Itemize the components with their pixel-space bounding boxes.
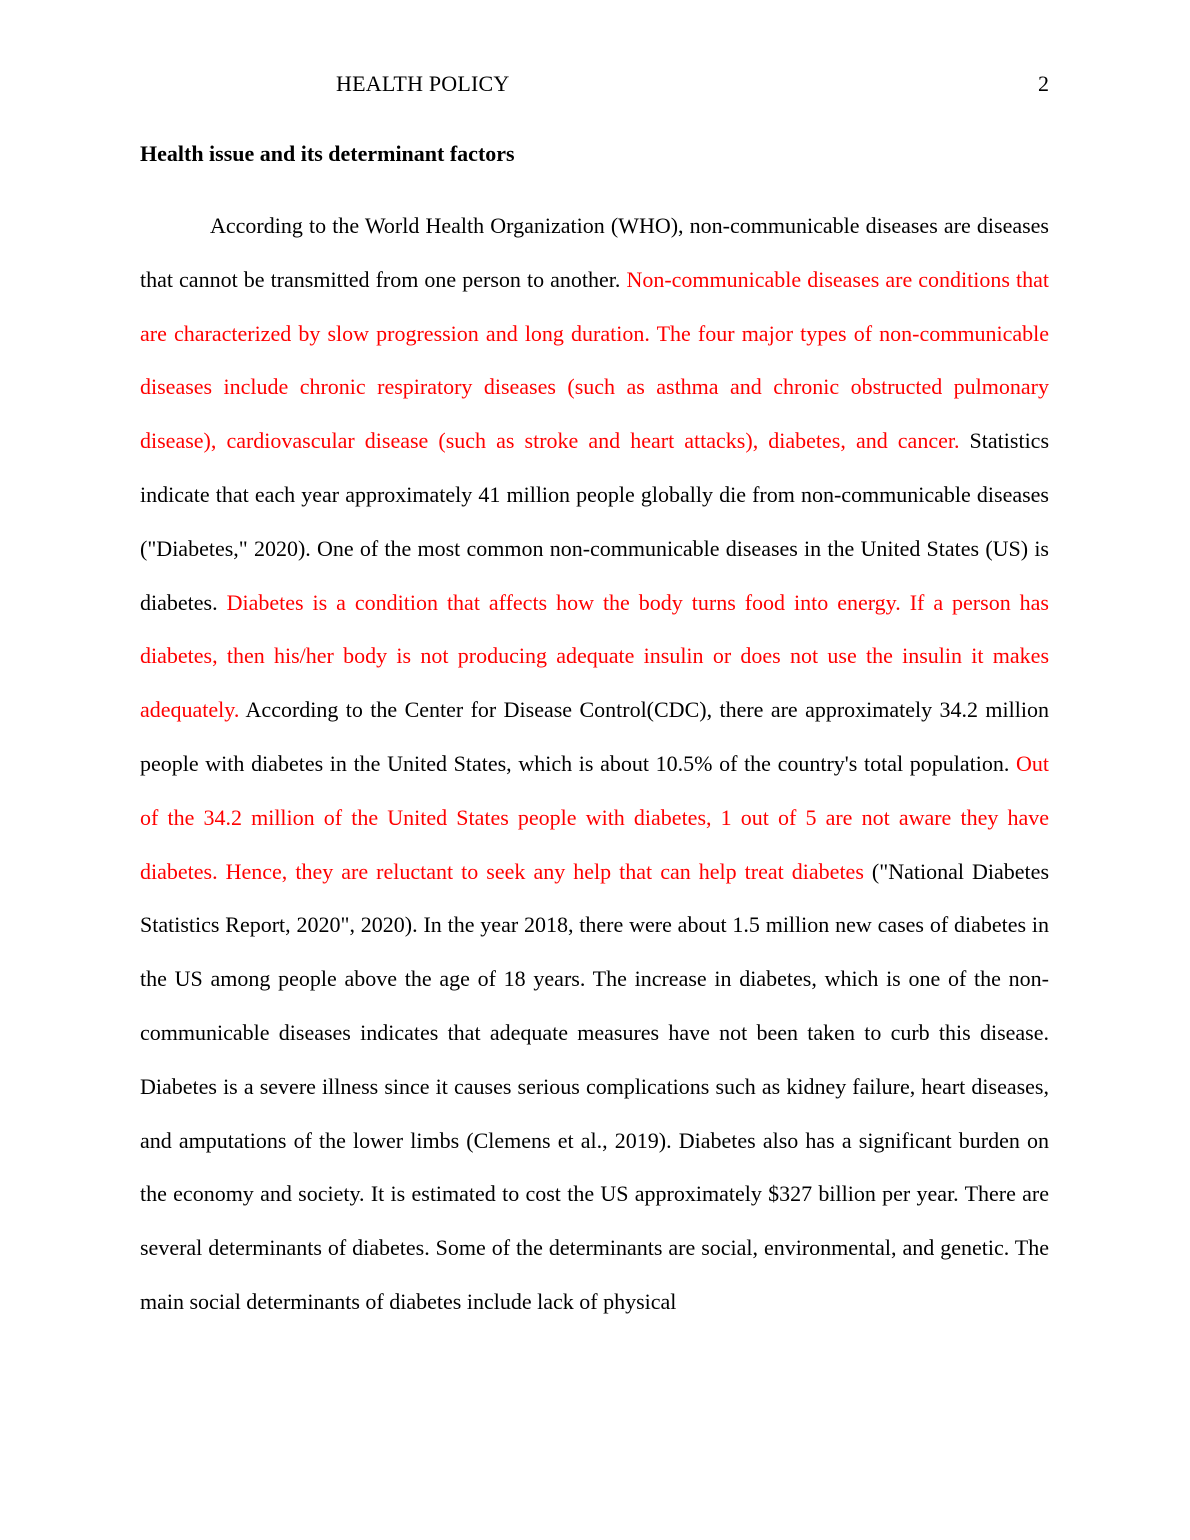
running-head: HEALTH POLICY — [336, 71, 510, 96]
sentence-group-3: According to the Center for Disease Control(CDC), there are approximately 34.2 million people with diabetes in the United States, which is about 10.5% of the country's total population. — [140, 697, 1049, 776]
sentence-group-1: According to the World Health Organization (WHO), non-communicable diseases are diseases that cannot be transmitted from one person to another. — [140, 213, 1049, 292]
highlighted-text-1: Non-communicable diseases are conditions that are characterized by slow progression and long duration. The four major types of non-communicable diseases include chronic respiratory diseases (such as asthma and chronic obstructed pulmonary disease), cardiovascular disease (such as stroke and heart attacks), diabetes, and cancer. — [140, 266, 1050, 454]
sentence-group-2: Statistics indicate that each year approximately 41 million people globally die from non-communicable diseases ("Diabetes," 2020). One of the most common non-communicable diseases in the United States (US) is diabetes. — [140, 428, 1050, 615]
page-number: 2 — [1038, 71, 1049, 96]
highlighted-text-2: Diabetes is a condition that affects how the body turns food into energy. If a person has diabetes, then his/her body is not producing adequate insulin or does not use the insulin it makes adequately. — [140, 589, 1049, 723]
highlighted-text-3: Out of the 34.2 million of the United States people with diabetes, 1 out of 5 are not aware they have diabetes. Hence, they are reluctant to seek any help that can help treat diabetes — [140, 750, 1049, 884]
section-heading: Health issue and its determinant factors — [140, 141, 515, 166]
sentence-group-4: ("National Diabetes Statistics Report, 2020", 2020). In the year 2018, there were about 1.5 million new cases of diabetes in the US among people above the age of 18 years. The increase in diabetes, which is one of the non-communicable diseases indicates that adequate measures have not been taken to curb this disease. Diabetes is a severe illness since it causes serious complications such as kidney failure, heart diseases, and amputations of the lower limbs (Clemens et al., 2019). Diabetes also has a significant burden on the economy and society. It is estimated to cost the US approximately $327 billion per year. There are several determinants of diabetes. Some of the determinants are social, environmental, and genetic. The main social determinants of diabetes include lack of physical — [140, 858, 1050, 1314]
body-paragraph — [140, 199, 1049, 1329]
